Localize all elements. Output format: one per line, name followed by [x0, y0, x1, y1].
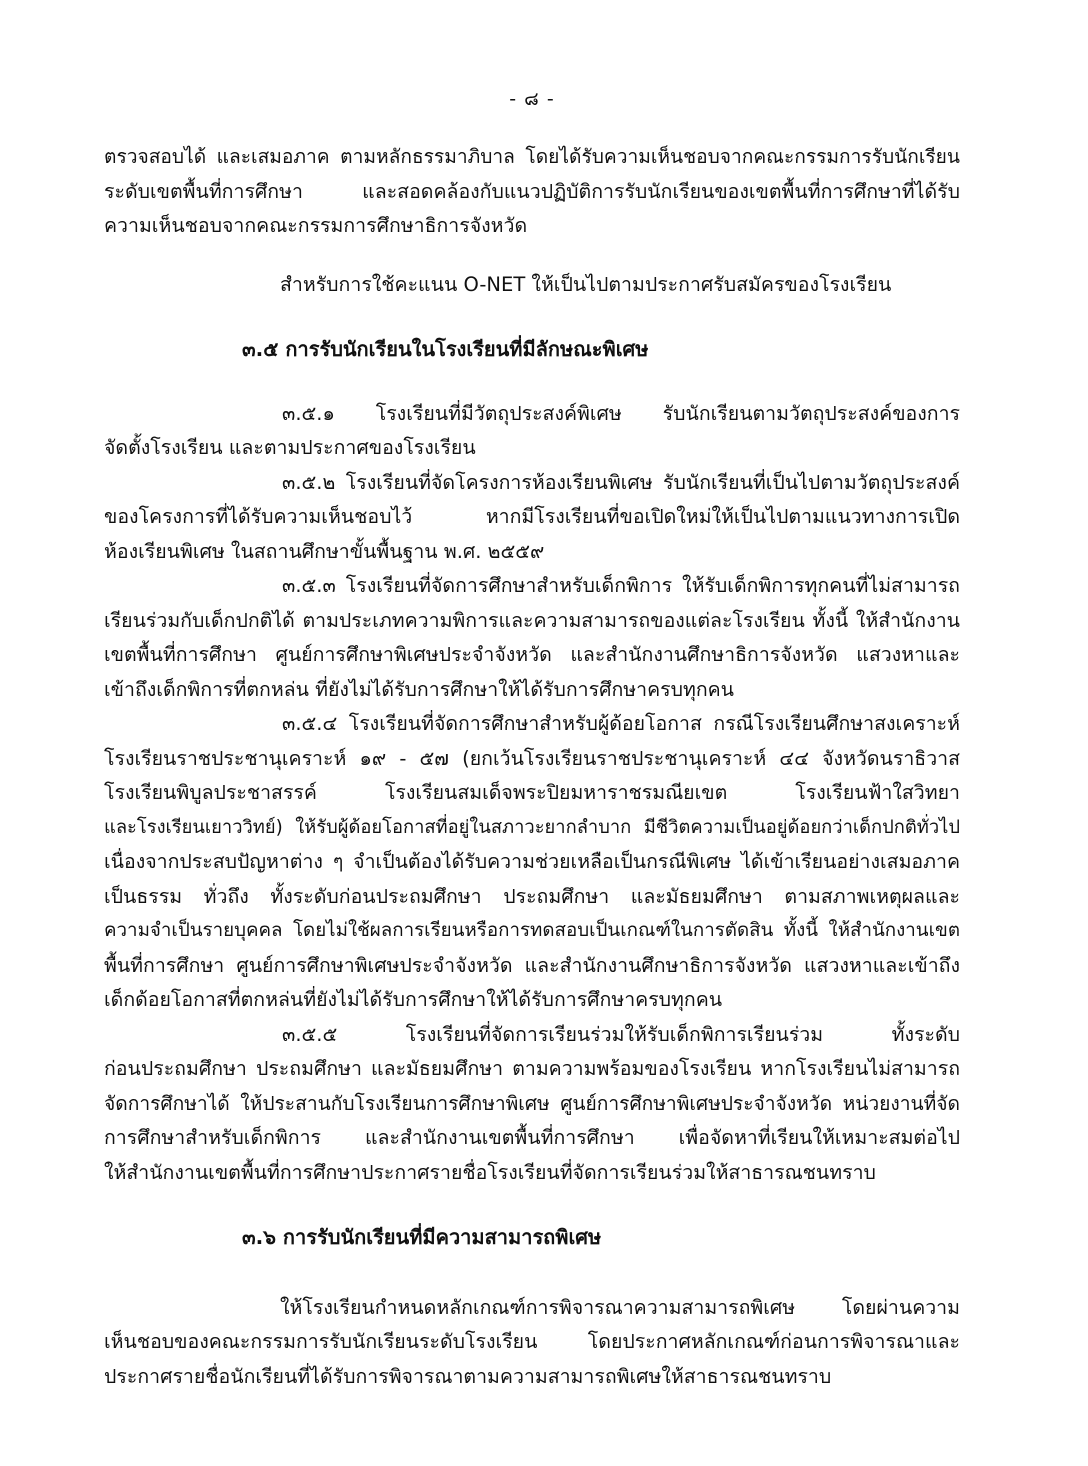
- paragraph-3-5-4-line: พื้นที่การศึกษา ศูนย์การศึกษาพิเศษประจำจังหวัด และสำนักงานศึกษาธิการจังหวัด แสวงหาและเข้าถึง: [104, 953, 960, 977]
- paragraph-3-6-line: ประกาศรายชื่อนักเรียนที่ได้รับการพิจารณาตามความสามารถพิเศษให้สาธารณชนทราบ: [104, 1364, 832, 1388]
- paragraph-3-5-1-line: จัดตั้งโรงเรียน และตามประกาศของโรงเรียน: [104, 436, 476, 459]
- section-heading-3-5: ๓.๕ การรับนักเรียนในโรงเรียนที่มีลักษณะพิเศษ: [242, 337, 649, 361]
- paragraph-3-5-5-line: การศึกษาสำหรับเด็กพิการ และสำนักงานเขตพื้นที่การศึกษา เพื่อจัดหาที่เรียนให้เหมาะสมต่อไป: [104, 1126, 960, 1149]
- paragraph-3-5-3-line: ๓.๕.๓ โรงเรียนที่จัดการศึกษาสำหรับเด็กพิการ ให้รับเด็กพิการทุกคนที่ไม่สามารถ: [282, 574, 960, 597]
- paragraph-3-5-2-line: ห้องเรียนพิเศษ ในสถานศึกษาขั้นพื้นฐาน พ.ศ. ๒๕๕๙: [104, 539, 545, 563]
- paragraph-3-5-4-line: ๓.๕.๔ โรงเรียนที่จัดการศึกษาสำหรับผู้ด้อยโอกาส กรณีโรงเรียนศึกษาสงเคราะห์: [282, 712, 960, 735]
- paragraph-3-6-line: ให้โรงเรียนกำหนดหลักเกณฑ์การพิจารณาความสามารถพิเศษ โดยผ่านความ: [280, 1295, 960, 1319]
- document-body: [104, 140, 960, 1394]
- paragraph-3-5-4-line: โรงเรียนพิบูลประชาสรรค์ โรงเรียนสมเด็จพระปิยมหาราชรมณียเขต โรงเรียนฟ้าใสวิทยา: [104, 781, 960, 804]
- paragraph-3-5-4-line: เด็กด้อยโอกาสที่ตกหล่นที่ยังไม่ได้รับการศึกษาให้ได้รับการศึกษาครบทุกคน: [104, 988, 723, 1011]
- paragraph-3-6-line: เห็นชอบของคณะกรรมการรับนักเรียนระดับโรงเรียน โดยประกาศหลักเกณฑ์ก่อนการพิจารณาและ: [104, 1330, 960, 1353]
- paragraph-3-5-4-line: เป็นธรรม ทั่วถึง ทั้งระดับก่อนประถมศึกษา ประถมศึกษา และมัธยมศึกษา ตามสภาพเหตุผลและ: [104, 884, 960, 908]
- intro-line: ตรวจสอบได้ และเสมอภาค ตามหลักธรรมาภิบาล โดยได้รับความเห็นชอบจากคณะกรรมการรับนักเรียน: [104, 145, 960, 168]
- paragraph-3-5-5-line: ให้สำนักงานเขตพื้นที่การศึกษาประกาศรายชื่อโรงเรียนที่จัดการเรียนร่วมให้สาธารณชนทราบ: [104, 1160, 876, 1184]
- paragraph-3-5-5-line: ๓.๕.๕ โรงเรียนที่จัดการเรียนร่วมให้รับเด็กพิการเรียนร่วม ทั้งระดับ: [282, 1022, 960, 1046]
- paragraph-3-5-3-line: เข้าถึงเด็กพิการที่ตกหล่น ที่ยังไม่ได้รับการศึกษาให้ได้รับการศึกษาครบทุกคน: [104, 677, 734, 701]
- paragraph-3-5-4-line: โรงเรียนราชประชานุเคราะห์ ๑๙ - ๕๗ (ยกเว้นโรงเรียนราชประชานุเคราะห์ ๔๔ จังหวัดนราธิวาส: [104, 746, 960, 770]
- paragraph-3-5-2-line: ๓.๕.๒ โรงเรียนที่จัดโครงการห้องเรียนพิเศษ รับนักเรียนที่เป็นไปตามวัตถุประสงค์: [282, 470, 960, 494]
- intro-line: ความเห็นชอบจากคณะกรรมการศึกษาธิการจังหวัด: [104, 214, 528, 237]
- paragraph-3-5-4-line: ความจำเป็นรายบุคคล โดยไม่ใช้ผลการเรียนหรือการทดสอบเป็นเกณฑ์ในการตัดสิน ทั้งนี้ ให้สำนักงานเขต: [104, 920, 960, 941]
- paragraph-3-5-5-line: จัดการศึกษาได้ ให้ประสานกับโรงเรียนการศึกษาพิเศษ ศูนย์การศึกษาพิเศษประจำจังหวัด หน่วยงานที่จัด: [104, 1091, 960, 1115]
- paragraph-3-5-3-line: เขตพื้นที่การศึกษา ศูนย์การศึกษาพิเศษประจำจังหวัด และสำนักงานศึกษาธิการจังหวัด แสวงหาและ: [104, 643, 960, 666]
- page-number: - ๘ -: [509, 88, 555, 110]
- paragraph-3-5-1-line: ๓.๕.๑ โรงเรียนที่มีวัตถุประสงค์พิเศษ รับนักเรียนตามวัตถุประสงค์ของการ: [282, 401, 960, 425]
- intro-line: ระดับเขตพื้นที่การศึกษา และสอดคล้องกับแนวปฏิบัติการรับนักเรียนของเขตพื้นที่การศึกษาที่ได้รับ: [104, 179, 960, 203]
- section-heading-3-6: ๓.๖ การรับนักเรียนที่มีความสามารถพิเศษ: [242, 1225, 602, 1249]
- paragraph-3-5-4-line: และโรงเรียนเยาววิทย์) ให้รับผู้ด้อยโอกาสที่อยู่ในสภาวะยากลำบาก มีชีวิตความเป็นอยู่ด้อยกว่าเด็กปกติทั่วไป: [104, 816, 960, 838]
- paragraph-3-5-2-line: ของโครงการที่ได้รับความเห็นชอบไว้ หากมีโรงเรียนที่ขอเปิดใหม่ให้เป็นไปตามแนวทางการเปิด: [104, 505, 960, 528]
- paragraph-3-5-4-line: เนื่องจากประสบปัญหาต่าง ๆ จำเป็นต้องได้รับความช่วยเหลือเป็นกรณีพิเศษ ได้เข้าเรียนอย่างเสมอภาค: [104, 850, 960, 873]
- paragraph-3-5-3-line: เรียนร่วมกับเด็กปกติได้ ตามประเภทความพิการและความสามารถของแต่ละโรงเรียน ทั้งนี้ ให้สำนักงาน: [104, 608, 960, 632]
- paragraph-3-5-5-line: ก่อนประถมศึกษา ประถมศึกษา และมัธยมศึกษา ตามความพร้อมของโรงเรียน หากโรงเรียนไม่สามารถ: [104, 1057, 960, 1080]
- onet-note: สำหรับการใช้คะแนน O-NET ให้เป็นไปตามประกาศรับสมัครของโรงเรียน: [280, 272, 892, 296]
